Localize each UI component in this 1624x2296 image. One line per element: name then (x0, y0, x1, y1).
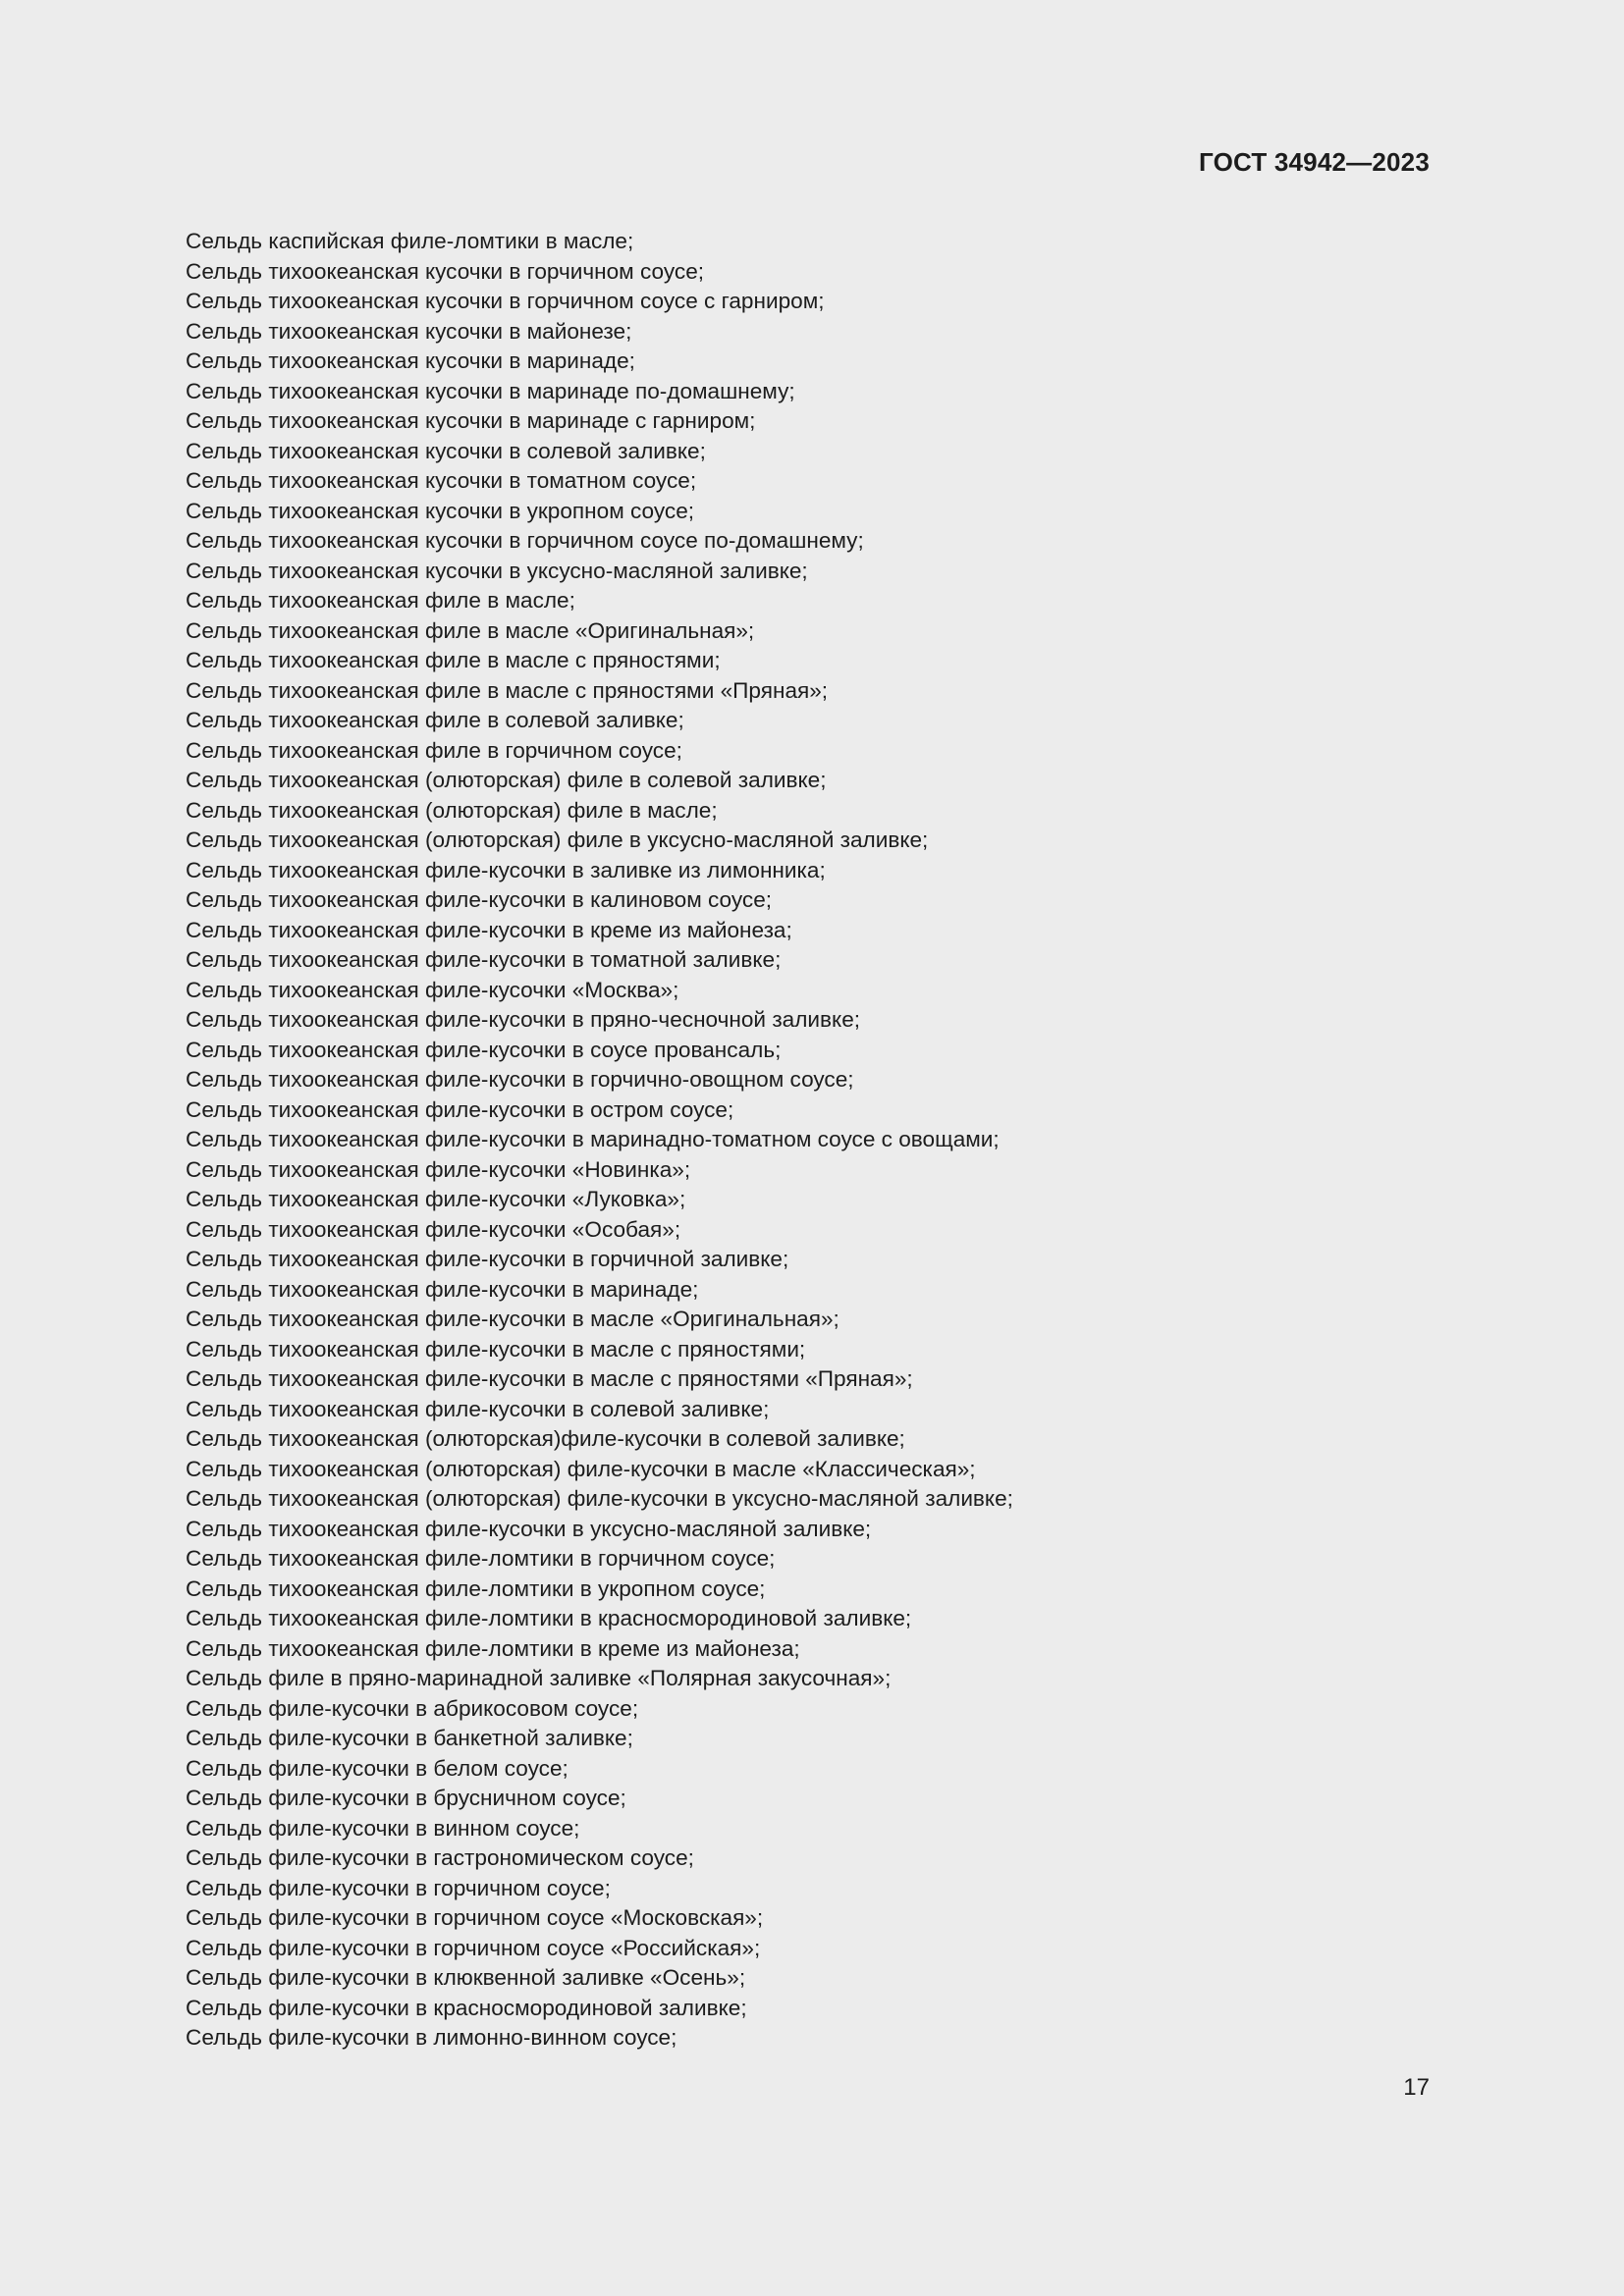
list-item: Сельдь филе-кусочки в брусничном соусе; (186, 1786, 626, 1810)
list-item: Сельдь филе-кусочки в гастрономическом соусе; (186, 1845, 694, 1870)
list-item: Сельдь филе-кусочки в абрикосовом соусе; (186, 1695, 639, 1721)
list-item: Сельдь тихоокеанская кусочки в горчичном соусе; (186, 258, 705, 284)
product-list (186, 227, 1013, 2054)
list-item: Сельдь тихоокеанская филе в масле с пряностями; (186, 648, 721, 672)
list-item: Сельдь тихоокеанская (олюторская) филе в уксусно-масляной заливке; (186, 828, 929, 852)
list-item: Сельдь тихоокеанская филе-кусочки «Луковка»; (186, 1187, 686, 1211)
list-item: Сельдь филе-кусочки в горчичном соусе «Московская»; (186, 1905, 764, 1930)
list-item: Сельдь тихоокеанская филе-кусочки в соусе провансаль; (186, 1037, 782, 1062)
list-item: Сельдь филе-кусочки в горчичном соусе; (186, 1875, 611, 1900)
list-item: Сельдь тихоокеанская филе-кусочки в маринаде; (186, 1276, 699, 1302)
list-item: Сельдь тихоокеанская филе-кусочки в маринадно-томатном соусе с овощами; (186, 1127, 1000, 1151)
list-item: Сельдь филе-кусочки в лимонно-винном соусе; (186, 2025, 677, 2050)
list-item: Сельдь тихоокеанская кусочки в томатном соусе; (186, 468, 697, 493)
list-item: Сельдь тихоокеанская кусочки в уксусно-масляной заливке; (186, 558, 808, 583)
list-item: Сельдь филе-кусочки в красносмородиновой заливке; (186, 1995, 747, 2020)
list-item: Сельдь тихоокеанская филе-кусочки в солевой заливке; (186, 1396, 770, 1421)
list-item: Сельдь тихоокеанская филе-кусочки в томатной заливке; (186, 947, 782, 972)
list-item: Сельдь тихоокеанская филе-кусочки «Новинка»; (186, 1156, 691, 1182)
list-item: Сельдь тихоокеанская (олюторская)филе-кусочки в солевой заливке; (186, 1426, 905, 1451)
list-item: Сельдь тихоокеанская (олюторская) филе-кусочки в масле «Классическая»; (186, 1456, 976, 1481)
document-header: ГОСТ 34942—2023 (1199, 147, 1430, 177)
list-item: Сельдь тихоокеанская филе-кусочки «Москва»; (186, 977, 679, 1002)
page-number: 17 (1403, 2074, 1430, 2101)
list-item: Сельдь тихоокеанская филе-ломтики в креме из майонеза; (186, 1635, 800, 1661)
list-item: Сельдь филе-кусочки в винном соусе; (186, 1815, 580, 1841)
list-item: Сельдь тихоокеанская филе-кусочки в горчично-овощном соусе; (186, 1067, 854, 1092)
list-item: Сельдь тихоокеанская филе-кусочки в масле с пряностями; (186, 1336, 806, 1362)
list-item: Сельдь филе в пряно-маринадной заливке «Полярная закусочная»; (186, 1666, 892, 1690)
list-item: Сельдь тихоокеанская филе в масле «Оригинальная»; (186, 617, 755, 643)
list-item: Сельдь филе-кусочки в банкетной заливке; (186, 1726, 633, 1750)
list-item: Сельдь тихоокеанская филе-кусочки в остром соусе; (186, 1096, 734, 1122)
list-item: Сельдь тихоокеанская филе в масле с пряностями «Пряная»; (186, 677, 829, 703)
list-item: Сельдь тихоокеанская (олюторская) филе-кусочки в уксусно-масляной заливке; (186, 1486, 1013, 1511)
list-item: Сельдь тихоокеанская кусочки в маринаде по-домашнему; (186, 378, 795, 403)
list-item: Сельдь тихоокеанская филе-кусочки в заливке из лимонника; (186, 857, 826, 882)
list-item: Сельдь тихоокеанская кусочки в маринаде; (186, 348, 635, 373)
list-item: Сельдь тихоокеанская филе-кусочки в уксусно-масляной заливке; (186, 1516, 872, 1541)
list-item: Сельдь тихоокеанская кусочки в укропном соусе; (186, 498, 695, 523)
list-item: Сельдь тихоокеанская филе в солевой заливке; (186, 708, 684, 732)
list-item: Сельдь тихоокеанская (олюторская) филе в масле; (186, 797, 718, 823)
list-item: Сельдь тихоокеанская кусочки в горчичном соусе по-домашнему; (186, 528, 864, 553)
list-item: Сельдь тихоокеанская филе-ломтики в красносмородиновой заливке; (186, 1606, 912, 1630)
list-item: Сельдь тихоокеанская филе-кусочки в креме из майонеза; (186, 917, 792, 942)
list-item: Сельдь тихоокеанская (олюторская) филе в солевой заливке; (186, 768, 827, 792)
list-item: Сельдь тихоокеанская кусочки в солевой заливке; (186, 438, 706, 463)
list-item: Сельдь тихоокеанская кусочки в майонезе; (186, 318, 632, 344)
list-item: Сельдь филе-кусочки в клюквенной заливке «Осень»; (186, 1965, 746, 1990)
list-item: Сельдь филе-кусочки в белом соусе; (186, 1755, 568, 1781)
list-item: Сельдь каспийская филе-ломтики в масле; (186, 229, 634, 253)
list-item: Сельдь тихоокеанская филе в масле; (186, 588, 575, 613)
list-item: Сельдь тихоокеанская филе-ломтики в горчичном соусе; (186, 1546, 776, 1571)
list-item: Сельдь тихоокеанская филе-кусочки в калиновом соусе; (186, 887, 773, 912)
list-item: Сельдь тихоокеанская кусочки в маринаде с гарниром; (186, 408, 756, 433)
list-item: Сельдь тихоокеанская филе-кусочки в горчичной заливке; (186, 1247, 789, 1271)
list-item: Сельдь филе-кусочки в горчичном соусе «Российская»; (186, 1935, 761, 1960)
list-item: Сельдь тихоокеанская филе-кусочки в масле «Оригинальная»; (186, 1307, 839, 1331)
list-item: Сельдь тихоокеанская филе в горчичном соусе; (186, 737, 682, 763)
list-item: Сельдь тихоокеанская филе-кусочки в масле с пряностями «Пряная»; (186, 1366, 913, 1391)
list-item: Сельдь тихоокеанская филе-кусочки в пряно-чесночной заливке; (186, 1007, 861, 1032)
list-item: Сельдь тихоокеанская кусочки в горчичном соусе с гарниром; (186, 289, 825, 313)
list-item: Сельдь тихоокеанская филе-кусочки «Особая»; (186, 1216, 681, 1242)
list-item: Сельдь тихоокеанская филе-ломтики в укропном соусе; (186, 1575, 766, 1601)
